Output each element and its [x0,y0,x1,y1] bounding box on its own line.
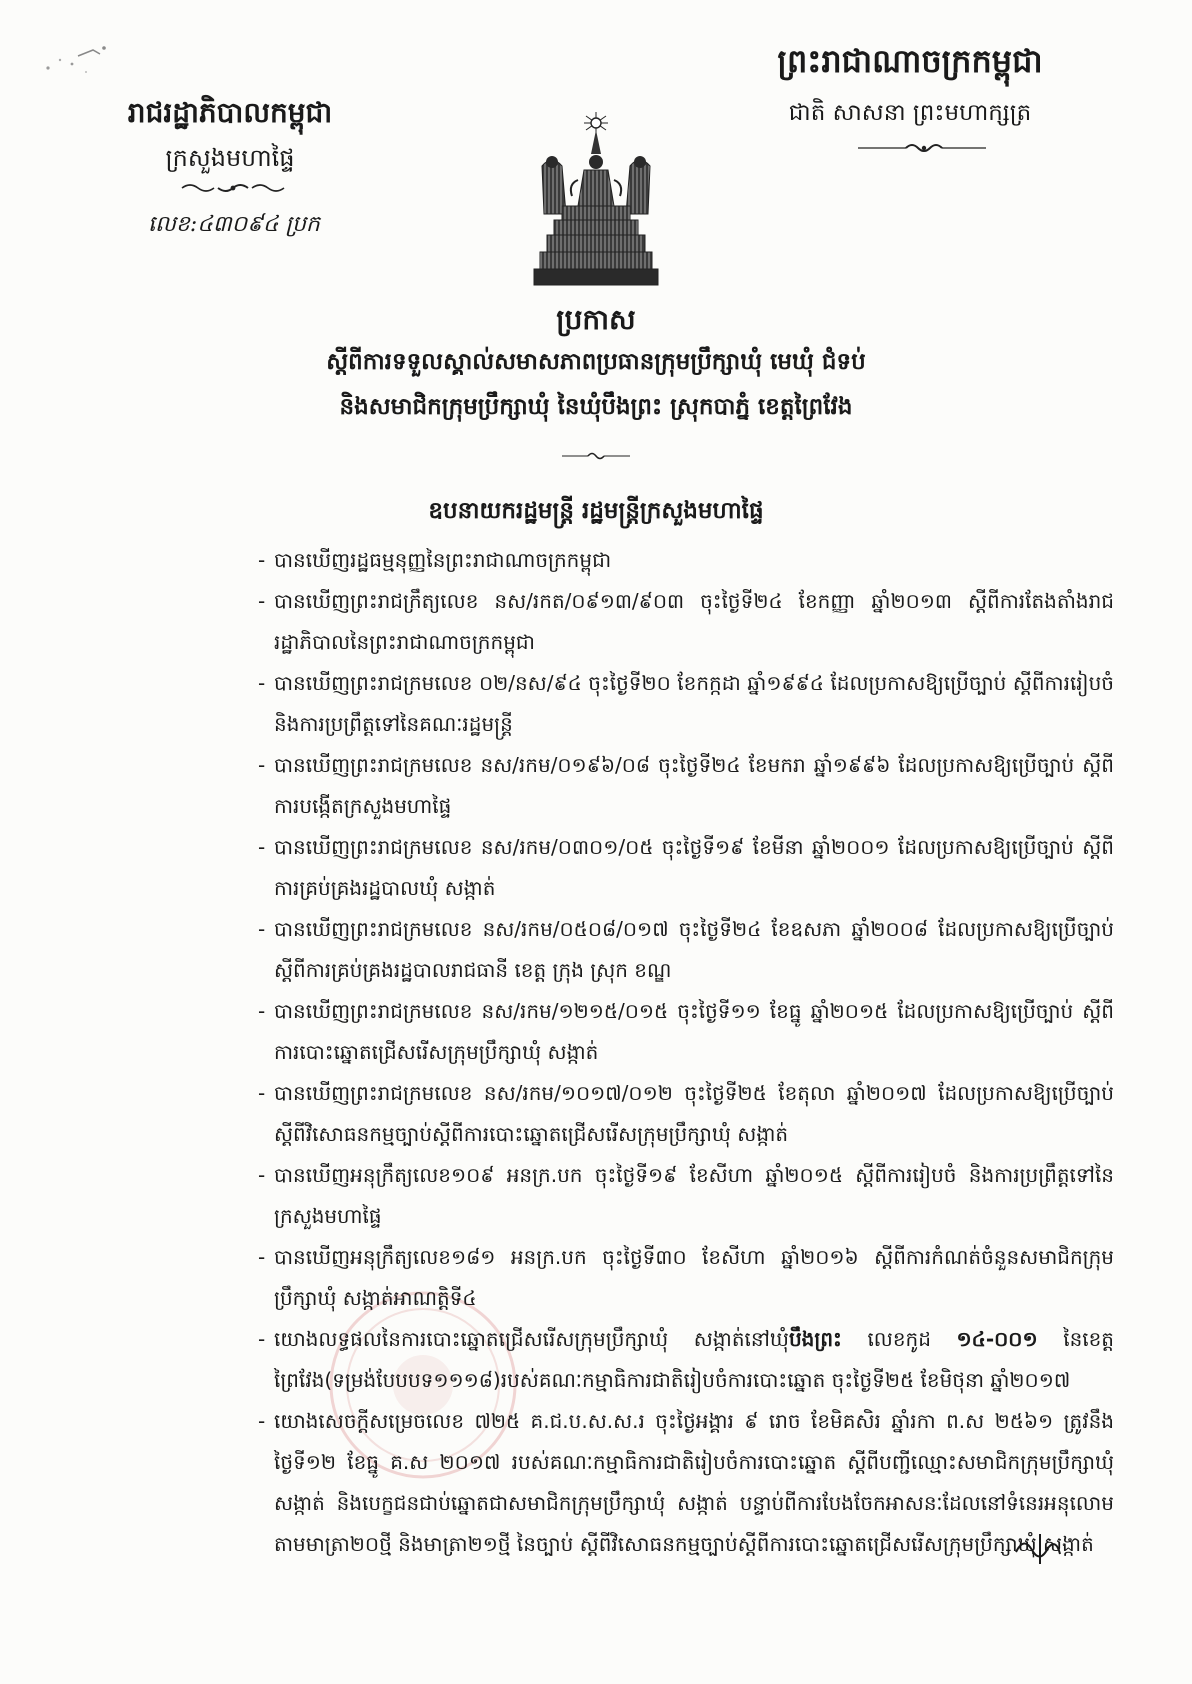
ornamental-divider-icon [856,140,988,156]
recital-text: បានឃើញព្រះរាជក្រមលេខ ០២/នស/៩៤ ចុះថ្ងៃទី២០ ខែកក្កដា ឆ្នាំ១៩៩៤ ដែលប្រកាសឱ្យប្រើច្បាប់ ស្តីពីការរៀបចំ និងការប្រព្រឹត្តទៅនៃគណៈរដ្ឋមន្ត្រី [274,671,1114,736]
royal-emblem-icon [528,110,664,290]
recitals-list [258,540,1114,1565]
recital-item [258,909,1114,991]
issuer-title: ឧបនាយករដ្ឋមន្ត្រី រដ្ឋមន្ត្រីក្រសួងមហាផ្ទៃ [428,498,764,524]
recital-text: បានឃើញអនុក្រឹត្យលេខ១០៩ អនក្រ.បក ចុះថ្ងៃទី១៩ ខែសីហា ឆ្នាំ២០១៥ ស្តីពីការរៀបចំ និងការប្រព្រឹត្តទៅនៃក្រសួងមហាផ្ទៃ [274,1163,1114,1228]
recital-item [258,663,1114,745]
recital-item [258,540,1114,581]
recital-item [258,1155,1114,1237]
recital-item [258,1073,1114,1155]
recital-item [258,1237,1114,1319]
recital-text: យោងសេចក្តីសម្រេចលេខ ៧២៥ គ.ជ.ប.ស.ស.រ ចុះថ្ងៃអង្គារ ៩ រោច ខែមិគសិរ ឆ្នាំរកា ព.ស ២៥៦១ ត្រូវនឹងថ្ងៃទី១២ ខែធ្នូ គ.ស ២០១៧ របស់គណៈកម្មាធិការជាតិរៀបចំការបោះឆ្នោត ស្តីពីបញ្ជីឈ្មោះសមាជិកក្រុមប្រឹក្សាឃុំ សង្កាត់ និងបេក្ខជនជាប់ឆ្នោតជាសមាជិកក្រុមប្រឹក្សាឃុំ សង្កាត់ បន្ទាប់ពីការបែងចែកអាសនៈដែលនៅទំនេរអនុលោមតាមមាត្រា២០ថ្មី និងមាត្រា២១ថ្មី នៃច្បាប់ ស្តីពីវិសោធនកម្មច្បាប់ស្តីពីការបោះឆ្នោតជ្រើសរើសក្រុមប្រឹក្សាឃុំ សង្កាត់ [274,1409,1114,1556]
recital-text: បានឃើញរដ្ឋធម្មនុញ្ញនៃព្រះរាជាណាចក្រកម្ពុជា [274,548,612,572]
subject-line-2: និងសមាជិកក្រុមប្រឹក្សាឃុំ នៃឃុំបឹងព្រះ ស្រុកបាភ្នំ ខេត្តព្រៃវែង [339,394,853,420]
commune-code: ១៤-០០១ [956,1327,1038,1351]
recital-text: បានឃើញព្រះរាជក្រឹត្យលេខ នស/រកត/០៩១៣/៩០៣ ចុះថ្ងៃទី២៤ ខែកញ្ញា ឆ្នាំ២០១៣ ស្តីពីការតែងតាំងរាជរដ្ឋាភិបាលនៃព្រះរាជាណាចក្រកម្ពុជា [274,589,1114,654]
recital-text: បានឃើញព្រះរាជក្រមលេខ នស/រកម/០៣០១/០៥ ចុះថ្ងៃទី១៩ ខែមីនា ឆ្នាំ២០០១ ដែលប្រកាសឱ្យប្រើច្បាប់ ស្តីពីការគ្រប់គ្រងរដ្ឋបាលឃុំ សង្កាត់ [274,835,1114,900]
recital-text: បានឃើញព្រះរាជក្រមលេខ នស/រកម/០៥០៨/០១៧ ចុះថ្ងៃទី២៤ ខែឧសភា ឆ្នាំ២០០៨ ដែលប្រកាសឱ្យប្រើច្បាប់ ស្តីពីការគ្រប់គ្រងរដ្ឋបាលរាជធានី ខេត្ត ក្រុង ស្រុក ខណ្ឌ [274,917,1114,982]
national-motto: ជាតិ សាសនា ព្រះមហាក្សត្រ [788,100,1032,126]
recital-text: យោងលទ្ធផលនៃការបោះឆ្នោតជ្រើសរើសក្រុមប្រឹក្សាឃុំ សង្កាត់នៅឃុំ [274,1327,789,1351]
kingdom-name: ព្រះរាជាណាចក្រកម្ពុជា [777,42,1043,80]
recital-item [258,991,1114,1073]
recital-item [258,827,1114,909]
recital-text: បានឃើញអនុក្រឹត្យលេខ១៨១ អនក្រ.បក ចុះថ្ងៃទី៣០ ខែសីហា ឆ្នាំ២០១៦ ស្តីពីការកំណត់ចំនួនសមាជិកក្រុមប្រឹក្សាឃុំ សង្កាត់អាណត្តិទី៤ [274,1245,1114,1310]
recital-item [258,745,1114,827]
commune-name: បឹងព្រះ [788,1327,842,1351]
ornamental-divider-icon [560,450,632,462]
ornamental-divider-icon [180,180,286,196]
recital-text: លេខកូដ [841,1327,957,1351]
subject-line-1: ស្តីពីការទទួលស្គាល់សមាសភាពប្រធានក្រុមប្រឹក្សាឃុំ មេឃុំ ជំទប់ [326,349,866,375]
recital-item-election-result [258,1319,1114,1401]
recital-item [258,1401,1114,1565]
scan-specks [38,38,118,88]
recital-text: បានឃើញព្រះរាជក្រមលេខ នស/រកម/១២១៥/០១៥ ចុះថ្ងៃទី១១ ខែធ្នូ ឆ្នាំ២០១៥ ដែលប្រកាសឱ្យប្រើច្បាប់ ស្តីពីការបោះឆ្នោតជ្រើសរើសក្រុមប្រឹក្សាឃុំ សង្កាត់ [274,999,1114,1064]
recital-item [258,581,1114,663]
recital-text: បានឃើញព្រះរាជក្រមលេខ នស/រកម/១០១៧/០១២ ចុះថ្ងៃទី២៥ ខែតុលា ឆ្នាំ២០១៧ ដែលប្រកាសឱ្យប្រើច្បាប់ ស្តីពីវិសោធនកម្មច្បាប់ស្តីពីការបោះឆ្នោតជ្រើសរើសក្រុមប្រឹក្សាឃុំ សង្កាត់ [274,1081,1114,1146]
reference-number: លេខ:៤៣០៩៤ ប្រក [148,212,320,237]
recital-text: នៃខេត្តព្រៃវែង(ទម្រង់បែបបទ១១១៨)របស់គណៈកម្មាធិការជាតិរៀបចំការបោះឆ្នោត ចុះថ្ងៃទី២៥ ខែមិថុនា ឆ្នាំ២០១៧ [274,1327,1114,1392]
handwritten-initial [1010,1528,1070,1568]
recital-text: បានឃើញព្រះរាជក្រមលេខ នស/រកម/០១៩៦/០៨ ចុះថ្ងៃទី២៤ ខែមករា ឆ្នាំ១៩៩៦ ដែលប្រកាសឱ្យប្រើច្បាប់ ស្តីពីការបង្កើតក្រសួងមហាផ្ទៃ [274,753,1114,818]
ministry-name: ក្រសួងមហាផ្ទៃ [165,144,295,172]
government-name: រាជរដ្ឋាភិបាលកម្ពុជា [127,96,333,129]
document-heading: ប្រកាស [556,303,636,336]
